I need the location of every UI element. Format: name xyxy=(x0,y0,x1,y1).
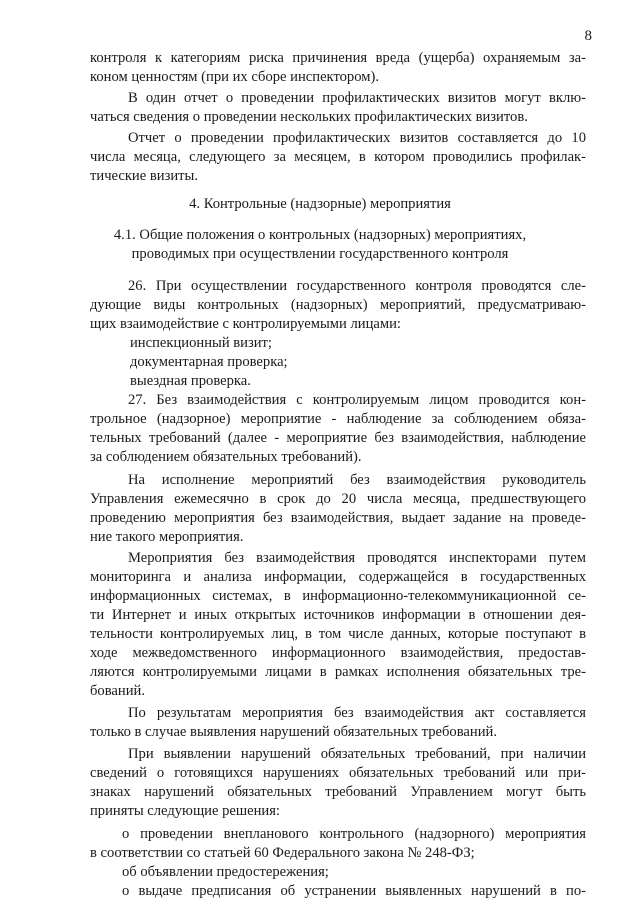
subsection-heading: проводимых при осуществлении государственного контроля xyxy=(131,246,509,262)
section-heading: 4. Контрольные (надзорные) мероприятия xyxy=(189,196,451,212)
text-line: дующие виды контрольных (надзорных) мероприятий, предусматриваю- xyxy=(90,297,586,313)
text-line: только в случае выявления нарушений обязательных требований. xyxy=(90,724,497,740)
text-line: контроля к категориям риска причинения вреда (ущерба) охраняемым за- xyxy=(90,50,586,66)
text-line: тельных требований (далее - мероприятие без взаимодействия, наблюдение xyxy=(90,430,586,446)
text-line: 26. При осуществлении государственного контроля проводятся сле- xyxy=(128,278,586,294)
text-line: щих взаимодействие с контролируемыми лицами: xyxy=(90,316,401,332)
text-line: ходе межведомственного информационного взаимодействия, предостав- xyxy=(90,645,586,661)
text-line: информационных системах, в информационно-телекоммуникационной се- xyxy=(90,588,586,604)
text-line: ти Интернет и иных открытых источников информации в отношении дея- xyxy=(90,607,586,623)
text-line: сведений о готовящихся нарушениях обязательных требований или при- xyxy=(90,765,586,781)
text-line: проведению мероприятия без взаимодействия, выдает задание на проведе- xyxy=(90,510,586,526)
list-item: документарная проверка; xyxy=(130,354,288,370)
text-line: за соблюдением обязательных требований). xyxy=(90,449,362,465)
text-line: По результатам мероприятия без взаимодействия акт составляется xyxy=(128,705,586,721)
page-number: 8 xyxy=(584,28,592,44)
text-line: тические визиты. xyxy=(90,168,198,184)
text-line: коном ценностям (при их сборе инспектором). xyxy=(90,69,379,85)
text-line: При выявлении нарушений обязательных требований, при наличии xyxy=(128,746,586,762)
list-item: о проведении внепланового контрольного (надзорного) мероприятия xyxy=(122,826,586,842)
text-line: Отчет о проведении профилактических визитов составляется до 10 xyxy=(128,130,586,146)
text-line: Мероприятия без взаимодействия проводятся инспекторами путем xyxy=(128,550,586,566)
list-item: выездная проверка. xyxy=(130,373,251,389)
text-line: числа месяца, следующего за месяцем, в котором проводились профилак- xyxy=(90,149,586,165)
text-line: 27. Без взаимодействия с контролируемым лицом проводится кон- xyxy=(128,392,586,408)
list-item: инспекционный визит; xyxy=(130,335,272,351)
text-line: тельности контролируемых лиц, в том числе данных, которые поступают в xyxy=(90,626,586,642)
text-line: В один отчет о проведении профилактических визитов могут вклю- xyxy=(128,90,586,106)
subsection-heading: 4.1. Общие положения о контрольных (надзорных) мероприятиях, xyxy=(113,227,527,243)
text-line: бований. xyxy=(90,683,145,699)
text-line: мониторинга и анализа информации, содержащейся в государственных xyxy=(90,569,586,585)
list-item: об объявлении предостережения; xyxy=(122,864,329,880)
text-line: знаках нарушений обязательных требований Управлением могут быть xyxy=(90,784,586,800)
text-line: трольное (надзорное) мероприятие - наблюдение за соблюдением обяза- xyxy=(90,411,586,427)
text-line: ние такого мероприятия. xyxy=(90,529,244,545)
text-line: в соответствии со статьей 60 Федерального закона № 248-ФЗ; xyxy=(90,845,475,861)
text-line: Управления ежемесячно в срок до 20 числа месяца, предшествующего xyxy=(90,491,586,507)
text-line: приняты следующие решения: xyxy=(90,803,280,819)
text-line: чаться сведения о проведении нескольких профилактических визитов. xyxy=(90,109,528,125)
text-line: На исполнение мероприятий без взаимодействия руководитель xyxy=(128,472,586,488)
list-item: о выдаче предписания об устранении выявленных нарушений в по- xyxy=(122,883,586,899)
text-line: ляются контролируемыми лицами в рамках исполнения обязательных тре- xyxy=(90,664,586,680)
